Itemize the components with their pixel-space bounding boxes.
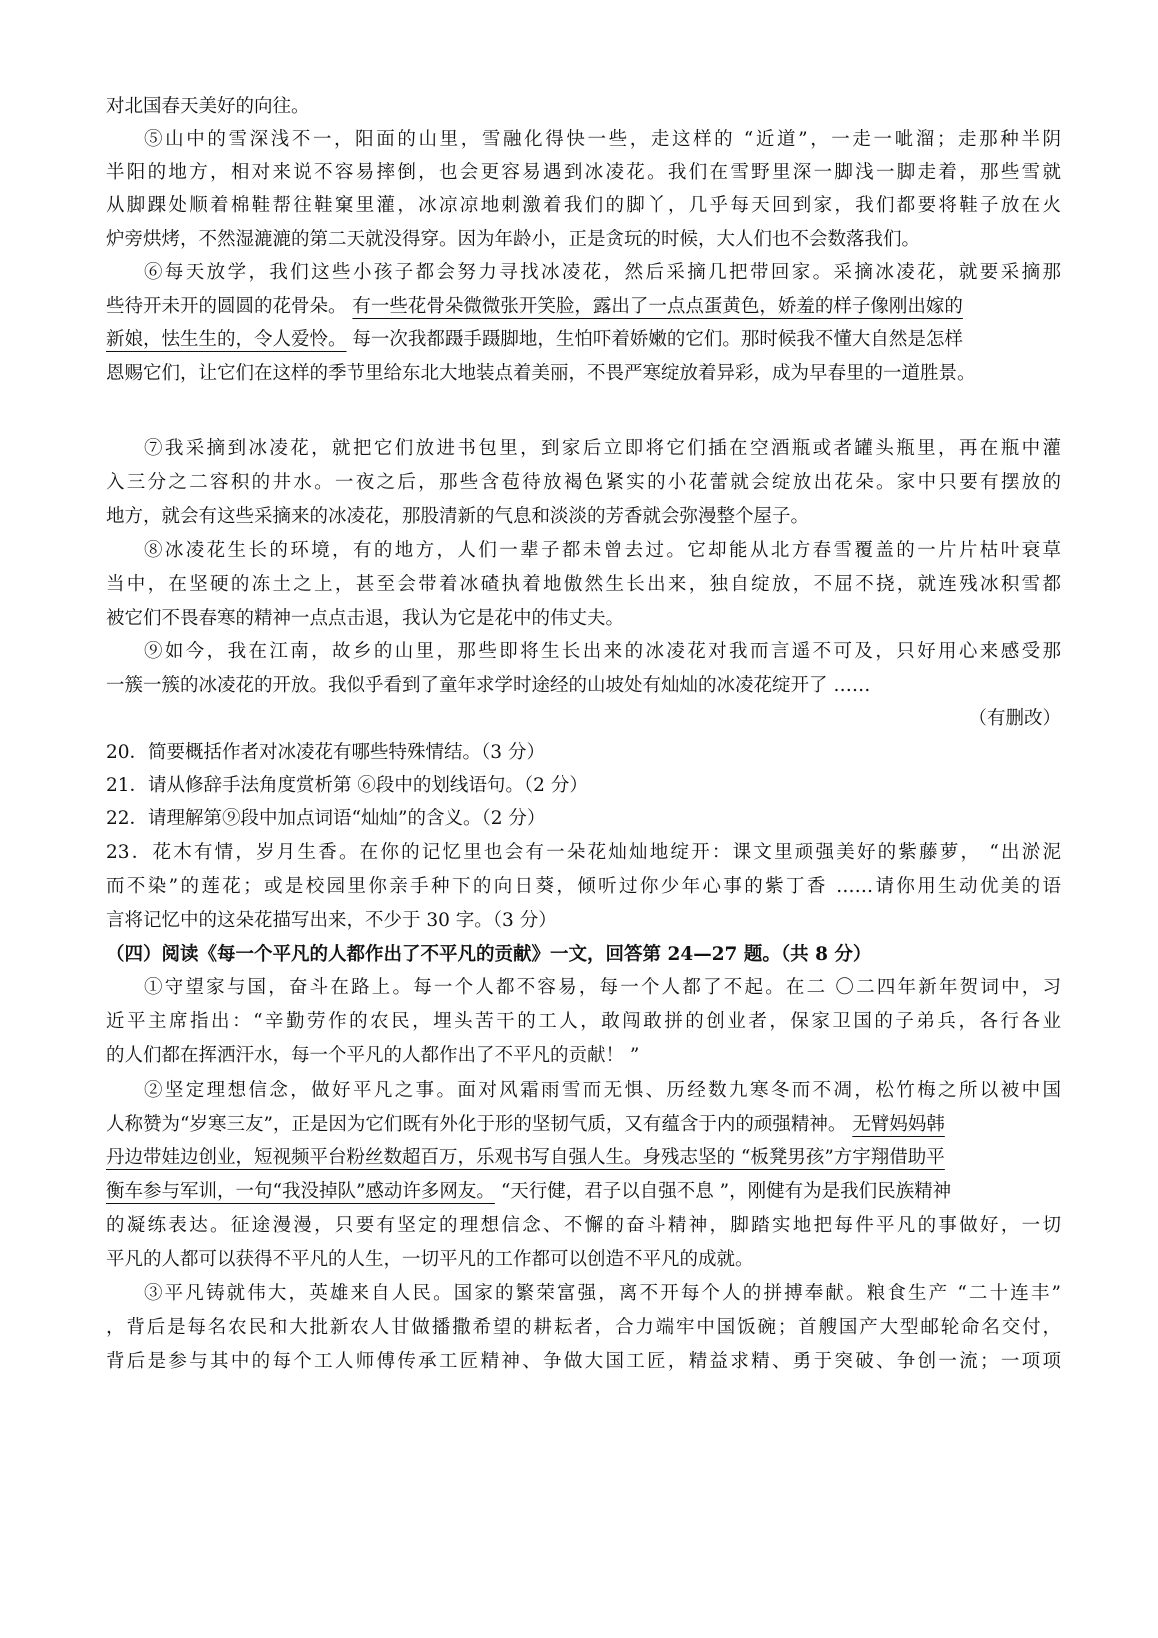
paragraph-7-line: 入三分之二容积的井水。一夜之后，那些含苞待放褐色紧实的小花蕾就会绽放出花朵。家中只要有摆放的 [106,472,1061,493]
section-4-para-3-line: ③平凡铸就伟大，英雄来自人民。国家的繁荣富强，离不开每个人的拼搏奉献。粮食生产 “二十连丰” [144,1283,1061,1304]
underlined-sentence: 衡车参与军训，一句“我没掉队”感动许多网友。 [106,1181,495,1202]
section-4-para-2-line: ②坚定理想信念，做好平凡之事。面对风霜雨雪而无惧、历经数九寒冬而不凋，松竹梅之所以被中国 [144,1080,1061,1101]
question-22: 22．请理解第⑨段中加点词语“灿灿”的含义。（2 分） [106,808,546,829]
section-4-para-1-line: 的人们都在挥洒汗水，每一个平凡的人都作出了不平凡的贡献！ ” [106,1045,640,1066]
question-23-line: 23．花木有情，岁月生香。在你的记忆里也会有一朵花灿灿地绽开：课文里顽强美好的紫藤萝， “出淤泥 [106,842,1061,863]
section-4-para-2-line: 平凡的人都可以获得不平凡的人生，一切平凡的工作都可以创造不平凡的成就。 [106,1249,754,1270]
section-4-para-2-text: 人称赞为“岁寒三友”，正是因为它们既有外化于形的坚韧气质，又有蕴含于内的顽强精神。 [106,1114,847,1135]
paragraph-5-line: 从脚踝处顺着棉鞋帮往鞋窠里灌，冰凉凉地刺激着我们的脚丫，几乎每天回到家，我们都要将鞋子放在火 [106,195,1061,216]
section-4-para-2-text: “天行健，君子以自强不息 ”，刚健有为是我们民族精神 [500,1181,952,1202]
paragraph-6-line [106,291,1061,323]
section-4-heading: （四）阅读《每一个平凡的人都作出了不平凡的贡献》一文，回答第 24—27 题。（共 8 分） [106,944,872,965]
underlined-sentence: 丹边带娃边创业，短视频平台粉丝数超百万，乐观书写自强人生。身残志坚的 “板凳男孩”方宇翔借助平 [106,1147,945,1168]
paragraph-8-line: ⑧冰凌花生长的环境，有的地方，人们一辈子都未曾去过。它却能从北方春雪覆盖的一片片枯叶衰草 [144,540,1061,561]
underlined-sentence: 有一些花骨朵微微张开笑脸，露出了一点点蛋黄色，娇羞的样子像刚出嫁的 [352,296,963,317]
paragraph-9-line: ⑨如今，我在江南，故乡的山里，那些即将生长出来的冰凌花对我而言遥不可及，只好用心来感受那 [144,641,1061,662]
section-4-para-3-line: 背后是参与其中的每个工人师傅传承工匠精神、争做大国工匠，精益求精、勇于突破、争创一流；一项项 [106,1351,1061,1372]
paragraph-5-line: 炉旁烘烤，不然湿漉漉的第二天就没得穿。因为年龄小，正是贪玩的时候，大人们也不会数落我们。 [106,229,921,250]
paragraph-8-line: 当中，在坚硬的冻土之上，甚至会带着冰碴执着地傲然生长出来，独自绽放，不屈不挠，就连残冰积雪都 [106,574,1061,595]
paragraph-7-line: 地方，就会有这些采摘来的冰凌花，那股清新的气息和淡淡的芳香就会弥漫整个屋子。 [106,506,810,527]
paragraph-7-line: ⑦我采摘到冰凌花，就把它们放进书包里，到家后立即将它们插在空酒瓶或者罐头瓶里，再在瓶中灌 [144,438,1061,459]
section-4-para-3-line: ，背后是每名农民和大批新农人甘做播撒希望的耕耘者，合力端牢中国饭碗；首艘国产大型邮轮命名交付， [106,1317,1061,1338]
source-note: （有删改） [968,708,1061,729]
paragraph-6-text: 些待开未开的圆圆的花骨朵。 [106,296,347,317]
section-4-para-2-line [106,1109,1061,1141]
underlined-sentence: 新娘，怯生生的，令人爱怜。 [106,329,347,350]
section-4-para-1-line: ①守望家与国，奋斗在路上。每一个人都不容易，每一个人都了不起。在二 〇二四年新年贺词中，习 [144,977,1061,998]
paragraph-6-line [106,324,1061,356]
section-4-para-2-line: 的凝练表达。征途漫漫，只要有坚定的理想信念、不懈的奋斗精神，脚踏实地把每件平凡的事做好，一切 [106,1215,1061,1236]
question-23-line: 言将记忆中的这朵花描写出来，不少于 30 字。（3 分） [106,910,557,931]
question-21: 21．请从修辞手法角度赏析第 ⑥段中的划线语句。（2 分） [106,775,588,796]
question-20: 20．简要概括作者对冰凌花有哪些特殊情结。（3 分） [106,742,545,763]
question-23-line: 而不染”的莲花；或是校园里你亲手种下的向日葵，倾听过你少年心事的紫丁香 ……请你用生动优美的语 [106,876,1061,897]
underlined-sentence: 无臂妈妈韩 [852,1114,945,1135]
paragraph-6-text: 每一次我都蹑手蹑脚地，生怕吓着娇嫩的它们。那时候我不懂大自然是怎样 [352,329,963,350]
section-4-para-1-line: 近平主席指出：“辛勤劳作的农民，埋头苦干的工人，敢闯敢拼的创业者，保家卫国的子弟兵，各行各业 [106,1011,1061,1032]
paragraph-8-line: 被它们不畏春寒的精神一点点击退，我认为它是花中的伟丈夫。 [106,608,625,629]
paragraph-6-line: ⑥每天放学，我们这些小孩子都会努力寻找冰凌花，然后采摘几把带回家。采摘冰凌花，就要采摘那 [144,262,1061,283]
paragraph-4-tail: 对北国春天美好的向往。 [106,96,310,117]
paragraph-5-line: 半阳的地方，相对来说不容易摔倒，也会更容易遇到冰凌花。我们在雪野里深一脚浅一脚走着，那些雪就 [106,162,1061,183]
paragraph-5-line: ⑤山中的雪深浅不一，阳面的山里，雪融化得快一些，走这样的 “近道”，一走一呲溜；走那种半阴 [144,129,1061,150]
section-4-para-2-line [106,1176,1061,1208]
paragraph-9-line: 一簇一簇的冰凌花的开放。我似乎看到了童年求学时途经的山坡处有灿灿的冰凌花绽开了 …… [106,675,871,696]
paragraph-6-line: 恩赐它们，让它们在这样的季节里给东北大地装点着美丽，不畏严寒绽放着异彩，成为早春里的一道胜景。 [106,363,976,384]
